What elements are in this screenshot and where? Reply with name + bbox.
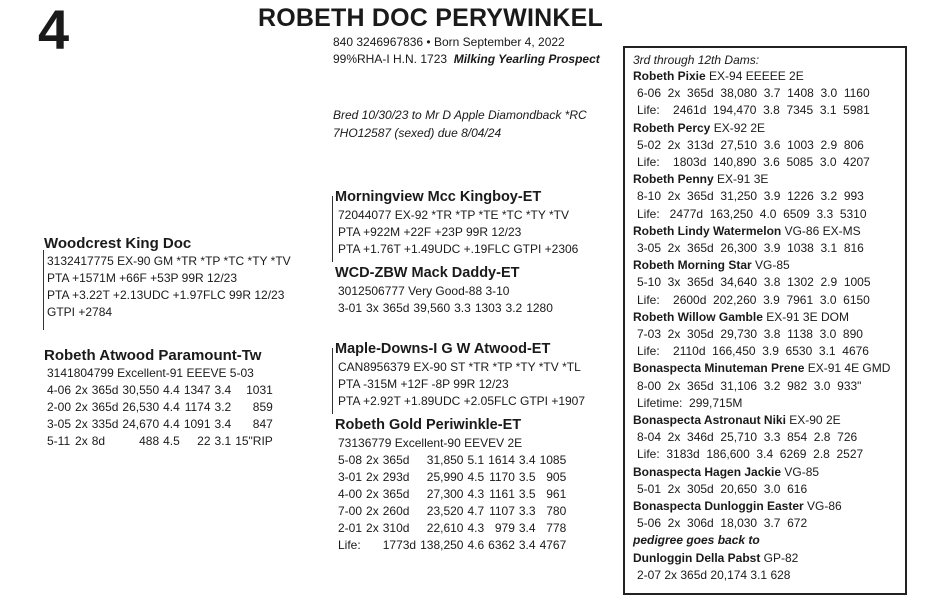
dam-sire-name: Maple-Downs-I G W Atwood-ET — [335, 341, 551, 357]
record-cell: 2x — [366, 453, 379, 467]
sire-name: Woodcrest King Doc — [44, 235, 192, 252]
record-cell: 1303 — [474, 301, 502, 315]
record-cell: 4.4 — [163, 400, 180, 414]
ancestor-dam-class: VG-86 EX-MS — [781, 223, 861, 238]
record-cell: 2x — [366, 470, 379, 484]
ancestor-dam-title: Bonaspecta Dunloggin Easter — [633, 499, 804, 514]
record-cell: 905 — [546, 470, 567, 484]
sire-line: 3132417775 EX-90 GM *TR *TP *TC *TY *TV — [47, 254, 291, 268]
dam-dam-details — [335, 435, 570, 554]
record-cell: 22,610 — [426, 521, 464, 535]
record-row — [338, 486, 570, 503]
founder-dam-record: 2-07 2x 365d 20,174 3.1 628 — [637, 567, 791, 582]
bred-line-2: 7HO12587 (sexed) due 8/04/24 — [333, 126, 502, 140]
ancestor-dam-class: VG-85 — [781, 464, 820, 479]
record-cell: 859 — [252, 400, 273, 414]
dam-sire-details — [335, 359, 585, 410]
record-cell: 2x — [366, 487, 379, 501]
record-cell: 1773d — [382, 538, 417, 552]
ancestor-dam-title: Robeth Morning Star — [633, 258, 752, 273]
ancestor-dam-title: Bonaspecta Minuteman Prene — [633, 361, 805, 376]
record-cell: 8d — [91, 434, 106, 448]
record-cell — [366, 537, 383, 554]
record-cell: 2-01 — [338, 521, 363, 535]
record-row — [338, 520, 570, 537]
ancestor-dam-title: Robeth Willow Gamble — [633, 309, 763, 324]
sire-sire-line: PTA +922M +22F +23P 99R 12/23 — [338, 225, 522, 239]
record-cell: 3.4 — [518, 538, 536, 552]
record-row — [338, 469, 570, 486]
record-cell: 3.2 — [214, 400, 232, 414]
record-row — [47, 433, 277, 450]
record-cell: 138,250 — [420, 538, 464, 552]
ancestor-dam-title: Robeth Percy — [633, 120, 711, 135]
record-cell: 3.4 — [518, 521, 536, 535]
record-cell: 2x — [75, 434, 88, 448]
dams-header: 3rd through 12th Dams: — [633, 53, 760, 67]
sire-dam-records — [338, 300, 557, 317]
record-cell: 2x — [75, 417, 88, 431]
sire-details — [44, 253, 291, 321]
ancestor-dam-class: EX-92 2E — [710, 120, 766, 135]
record-cell: 5.1 — [467, 453, 485, 467]
ancestor-dam-record: 5-01 2x 305d 20,650 3.0 616 — [637, 481, 808, 496]
record-cell: 293d — [382, 470, 410, 484]
record-row — [338, 452, 570, 469]
record-cell: 4.6 — [467, 538, 485, 552]
dam-sire-line: CAN8956379 EX-90 ST *TR *TP *TY *TV *TL — [338, 360, 581, 374]
ancestor-dam-record: Lifetime: 299,715M — [637, 395, 743, 410]
record-cell: 4.5 — [163, 434, 180, 448]
record-cell: 2-00 — [47, 400, 72, 414]
record-cell: 3.4 — [214, 417, 232, 431]
ancestor-dam-name — [633, 464, 905, 481]
ancestor-dam-record: 6-06 2x 365d 38,080 3.7 1408 3.0 1160 — [637, 86, 870, 101]
record-cell: 778 — [546, 521, 567, 535]
record-cell: Life: — [338, 538, 361, 552]
record-row — [47, 382, 277, 399]
dam-dam-records — [338, 452, 570, 554]
dams-list — [633, 68, 905, 532]
record-cell: 4.5 — [467, 470, 485, 484]
dam-sire-block — [335, 340, 585, 410]
record-cell: 23,520 — [426, 504, 464, 518]
record-cell: 365d — [382, 301, 410, 315]
record-cell: 3.1 — [214, 434, 232, 448]
record-cell: 4.4 — [163, 383, 180, 397]
record-cell: 27,300 — [426, 487, 464, 501]
ancestor-dam-record: 8-00 2x 365d 31,106 3.2 982 3.0 933" — [637, 378, 862, 393]
record-cell: 1614 — [488, 453, 515, 467]
record-cell: 5-11 — [47, 434, 71, 448]
bred-line-1: Bred 10/30/23 to Mr D Apple Diamondback *RC — [333, 108, 587, 122]
animal-prospect: Milking Yearling Prospect — [453, 51, 600, 66]
animal-rha-line — [333, 51, 600, 68]
sire-line: GTPI +2784 — [47, 305, 113, 319]
record-row — [47, 416, 277, 433]
record-cell: 1085 — [539, 453, 567, 467]
sire-dam-line: 3012506777 Very Good-88 3-10 — [338, 284, 510, 298]
record-cell: 3.4 — [214, 383, 232, 397]
record-cell: 310d — [382, 521, 410, 535]
record-cell: 7-00 — [338, 504, 363, 518]
record-cell: 4-06 — [47, 383, 72, 397]
dam-records — [47, 382, 277, 450]
ancestor-dam-record: Life: 1803d 140,890 3.6 5085 3.0 4207 — [637, 155, 870, 170]
ancestor-dam-class: EX-94 EEEEE 2E — [705, 69, 804, 83]
record-cell: 979 — [494, 521, 515, 535]
record-cell: 961 — [546, 487, 567, 501]
ancestor-dam-title: Robeth Penny — [633, 172, 714, 187]
record-cell: 260d — [382, 504, 410, 518]
record-cell: 365d — [382, 487, 410, 501]
record-cell: 1161 — [489, 487, 515, 501]
ancestor-dam-name — [633, 412, 905, 429]
record-row — [47, 399, 277, 416]
record-cell: 31,850 — [426, 453, 464, 467]
record-cell: 847 — [252, 417, 273, 431]
record-cell: 3x — [366, 301, 379, 315]
record-cell: 2x — [75, 400, 88, 414]
dam-sire-line: PTA -315M +12F -8P 99R 12/23 — [338, 377, 509, 391]
record-cell: 1091 — [183, 417, 211, 431]
record-row — [338, 503, 570, 520]
ancestor-dam-record: 3-05 2x 365d 26,300 3.9 1038 3.1 816 — [637, 241, 864, 256]
breeding-info — [333, 106, 587, 142]
extended-dams-box — [623, 46, 907, 595]
record-cell: 1280 — [526, 301, 553, 315]
record-cell: 3-01 — [338, 470, 363, 484]
ancestor-dam-name — [633, 171, 905, 188]
sire-dam-details — [335, 283, 557, 317]
dam-name: Robeth Atwood Paramount-Tw — [44, 347, 262, 364]
record-cell: 30,550 — [122, 383, 160, 397]
record-cell: 4.4 — [163, 417, 180, 431]
ancestor-dam-class: EX-91 3E DOM — [762, 309, 849, 324]
ancestor-dam-record: 7-03 2x 305d 29,730 3.8 1138 3.0 890 — [637, 327, 863, 342]
ancestor-dam-name — [633, 257, 905, 274]
record-row — [338, 537, 570, 554]
sire-sire-line: PTA +1.76T +1.49UDC +.19FLC GTPI +2306 — [338, 242, 579, 256]
ancestor-dam-name — [633, 309, 905, 326]
record-cell: 1174 — [184, 400, 211, 414]
record-cell: 3-01 — [338, 301, 363, 315]
ancestor-dam-name — [633, 223, 905, 240]
ancestor-dam-title: Bonaspecta Hagen Jackie — [633, 464, 782, 479]
dam-sire-line: PTA +2.92T +1.89UDC +2.05FLC GTPI +1907 — [338, 394, 586, 408]
record-cell: 4.3 — [467, 487, 485, 501]
ancestor-dam-class: VG-85 — [751, 258, 790, 273]
record-cell: 3-05 — [47, 417, 72, 431]
animal-name: ROBETH DOC PERYWINKEL — [258, 4, 603, 32]
record-cell: 22 — [197, 434, 211, 448]
record-cell: 365d — [382, 453, 410, 467]
ancestor-dam-record: Life: 2477d 163,250 4.0 6509 3.3 5310 — [637, 206, 867, 221]
record-cell: 3.2 — [505, 301, 523, 315]
record-cell: 1107 — [489, 504, 515, 518]
ancestor-dam-record: 5-10 3x 365d 34,640 3.8 1302 2.9 1005 — [637, 275, 871, 290]
dam-details — [44, 365, 277, 450]
sire-sire-block — [335, 188, 578, 258]
ancestor-dam-record: Life: 2461d 194,470 3.8 7345 3.1 5981 — [637, 103, 870, 118]
ancestor-dam-record: 5-02 2x 313d 27,510 3.6 1003 2.9 806 — [637, 137, 864, 152]
sire-sire-name: Morningview Mcc Kingboy-ET — [335, 189, 542, 205]
record-cell: 2x — [75, 383, 88, 397]
dam-line: 3141804799 Excellent-91 EEEVE 5-03 — [47, 366, 254, 380]
sire-block — [44, 234, 291, 321]
sire-line: PTA +1571M +66F +53P 99R 12/23 — [47, 271, 238, 285]
founder-dam — [633, 550, 905, 567]
ancestor-dam-class: EX-91 3E — [713, 172, 769, 187]
record-cell: 4-00 — [338, 487, 363, 501]
record-cell: 1347 — [183, 383, 211, 397]
sire-sire-line: 72044077 EX-92 *TR *TP *TE *TC *TY *TV — [338, 208, 569, 222]
ancestor-dam-name — [633, 360, 905, 377]
animal-rha: 99%RHA-I H.N. 1723 — [333, 51, 448, 66]
record-cell: 365d — [91, 400, 119, 414]
ancestor-dam-name — [633, 68, 905, 85]
record-cell: 488 — [139, 434, 160, 448]
record-cell: 2x — [366, 504, 379, 518]
ancestor-dam-record: 8-04 2x 346d 25,710 3.3 854 2.8 726 — [637, 430, 858, 445]
ancestor-dam-record: 8-10 2x 365d 31,250 3.9 1226 3.2 993 — [637, 189, 864, 204]
ancestor-dam-name — [633, 498, 905, 515]
ancestor-dam-class: EX-91 4E GMD — [804, 361, 891, 376]
record-cell: 6362 — [488, 538, 515, 552]
sire-dam-name: WCD-ZBW Mack Daddy-ET — [335, 265, 520, 281]
ancestor-dam-record: Life: 3183d 186,600 3.4 6269 2.8 2527 — [637, 447, 864, 462]
ancestor-dam-record: 5-06 2x 306d 18,030 3.7 672 — [637, 516, 808, 531]
record-cell: 24,670 — [122, 417, 160, 431]
record-cell: 4.3 — [467, 521, 485, 535]
record-cell: 25,990 — [426, 470, 464, 484]
dam-sire-bracket — [332, 348, 333, 414]
record-cell: 3.4 — [518, 453, 536, 467]
record-cell: 3.5 — [518, 470, 536, 484]
record-cell: 3.5 — [518, 487, 536, 501]
dam-dam-name: Robeth Gold Periwinkle-ET — [335, 417, 522, 433]
record-cell: 3.3 — [518, 504, 536, 518]
lot-number: 4 — [38, 0, 70, 61]
record-cell: 335d — [91, 417, 119, 431]
record-cell: 3.3 — [454, 301, 471, 315]
record-cell: 2x — [366, 521, 379, 535]
dam-dam-block — [335, 416, 570, 554]
record-cell: 5-08 — [338, 453, 363, 467]
founder-dam-class: GP-82 — [760, 550, 799, 565]
record-row — [338, 300, 557, 317]
sire-line: PTA +3.22T +2.13UDC +1.97FLC 99R 12/23 — [47, 288, 285, 302]
founder-dam-name: Dunloggin Della Pabst — [633, 550, 761, 565]
animal-id-born: 840 3246967836 • Born September 4, 2022 — [333, 35, 565, 49]
ancestor-dam-class: EX-90 2E — [785, 413, 841, 428]
record-cell: 365d — [91, 383, 119, 397]
ancestor-dam-name — [633, 120, 905, 137]
record-cell: 26,530 — [122, 400, 160, 414]
ancestor-dam-record: Life: 2110d 166,450 3.9 6530 3.1 4676 — [637, 344, 869, 359]
sire-sire-bracket — [332, 196, 333, 262]
sire-sire-details — [335, 207, 578, 258]
ancestor-dam-title: Robeth Pixie — [633, 69, 706, 83]
sire-dam-block — [335, 264, 557, 317]
ancestor-dam-title: Bonaspecta Astronaut Niki — [633, 413, 786, 428]
record-cell: 39,560 — [413, 301, 451, 315]
record-cell: 1170 — [489, 470, 515, 484]
ancestor-dam-class: VG-86 — [803, 499, 842, 514]
ancestor-dam-title: Robeth Lindy Watermelon — [633, 223, 782, 238]
record-cell: 1031 — [246, 383, 273, 397]
record-cell: 4.7 — [467, 504, 485, 518]
ancestor-dam-record: Life: 2600d 202,260 3.9 7961 3.0 6150 — [637, 292, 870, 307]
record-cell: 4767 — [539, 538, 567, 552]
dam-dam-line: 73136779 Excellent-90 EEVEV 2E — [338, 436, 523, 450]
record-cell: 15"RIP — [235, 434, 273, 448]
animal-info — [333, 34, 600, 67]
pedigree-note: pedigree goes back to — [633, 533, 760, 548]
dam-block — [44, 346, 277, 450]
record-cell: 780 — [546, 504, 567, 518]
